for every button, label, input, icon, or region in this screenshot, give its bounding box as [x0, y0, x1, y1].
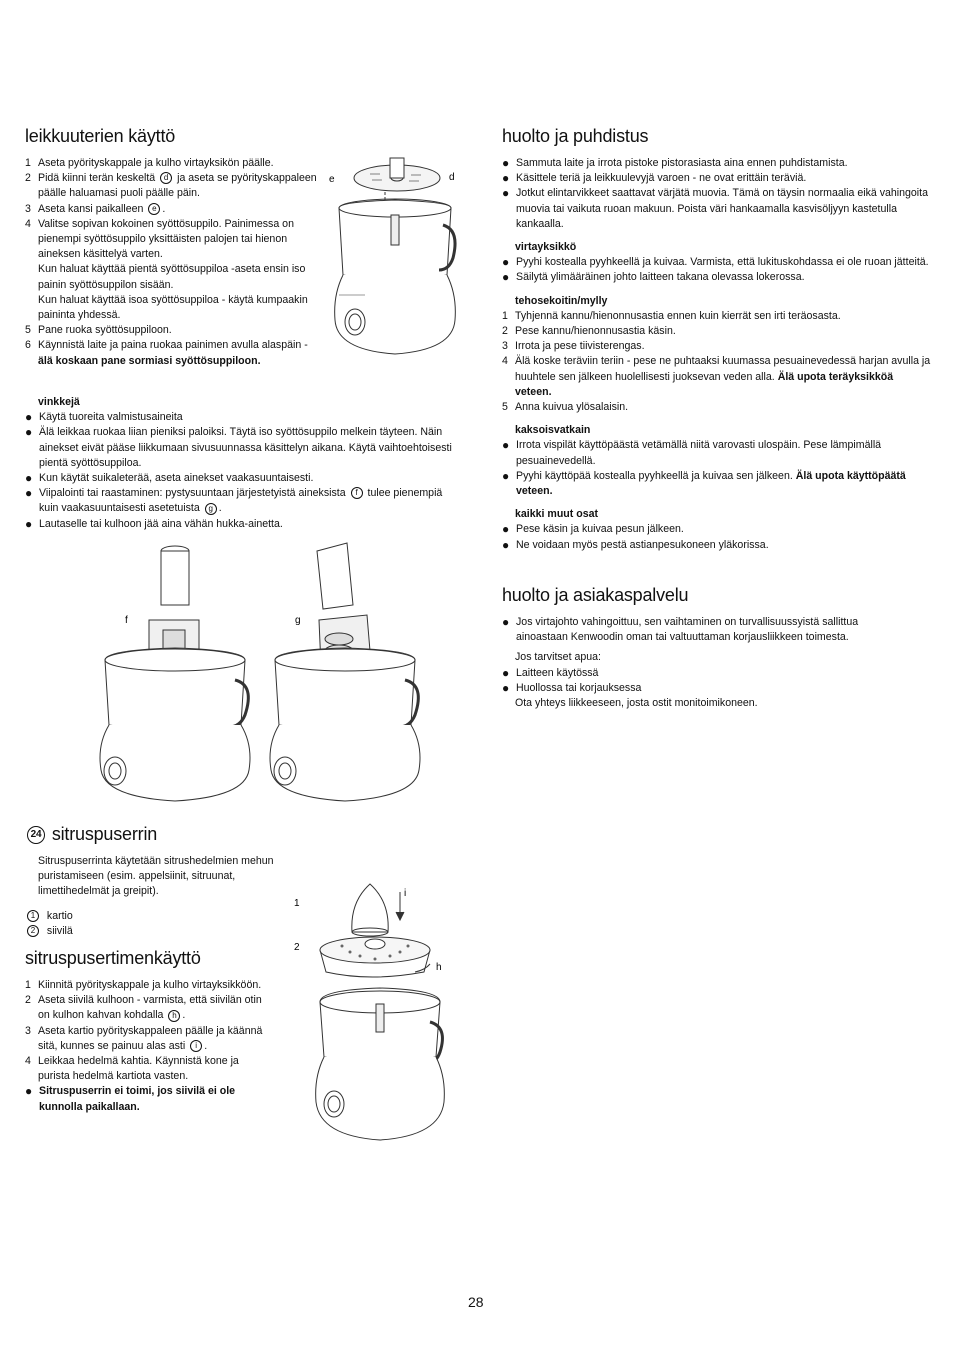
part-item: 1 kartio	[25, 909, 365, 924]
list-item: ● Pyyhi kostealla pyyhkeellä ja kuivaa. Varmista, että lukituskohdassa ei ole ruoan jätteitä.	[502, 255, 929, 270]
fig1-label-e: e	[329, 174, 335, 185]
section-huolto-puhdistus	[502, 125, 932, 553]
tip-item: ● Älä leikkaa ruokaa liian pieniksi paloiksi. Täytä iso syöttösuppilo melkein täyteen. Näin ainekset eivät pääse liikkumaan sivusuunnassa käsittelyn aikana. Käytä vaihtoehtoisesti pientä syöttösuppiloa.	[25, 425, 452, 469]
tips-title: vinkkejä	[38, 396, 80, 408]
citrus-press-illustration	[290, 882, 450, 1167]
fig2-label-g: g	[295, 615, 301, 626]
intro-text: Sitruspuserrinta käytetään sitrushedelmien mehun puristamiseen (esim. appelsiinit, sitruunat, limettihedelmät ja greipit).	[38, 855, 274, 898]
ref-i-icon: i	[190, 1040, 202, 1052]
section-title: leikkuuterien käyttö	[25, 126, 176, 146]
section-title: 24 sitruspuserrin	[25, 823, 365, 845]
fig3-label-2: 2	[294, 942, 300, 953]
fig3-label-i: i	[404, 888, 407, 899]
part-item: 2 siivilä	[25, 924, 365, 939]
step-3: 3 Irrota ja pese tiivisterengas.	[502, 340, 645, 353]
step-1: 1 Aseta pyörityskappale ja kulho virtayksikön päälle.	[25, 157, 274, 169]
fig3-label-1: 1	[294, 898, 300, 909]
food-processor-disc-illustration	[325, 150, 465, 368]
step-4: 4 Älä koske teräviin teriin - pese ne puhtaaksi kuumassa pesuainevedessä harjan avulla ja huuhtele sen jälkeen huolellisesti juoksevan veden alla. Älä upota teräyksikköä veteen.	[502, 355, 931, 398]
tip-item: ● Viipalointi tai raastaminen: pystysuuntaan järjestetyistä aineksista f tulee pienempiä kuin vaakasuuntaisesti asetetuista g .	[25, 486, 443, 515]
ref-2-icon: 2	[27, 925, 39, 937]
list-item: ● Säilytä ylimääräinen johto laitteen takana olevassa lokerossa.	[502, 270, 805, 285]
step-3: 3 Aseta kansi paikalleen e .	[25, 202, 166, 215]
fig3-label-h: h	[436, 962, 442, 973]
step-1: 1 Tyhjennä kannu/hienonnusastia ennen kuin kierrät sen irti teräosasta.	[502, 309, 841, 322]
list-item: ● Jos virtajohto vahingoittuu, sen vaihtaminen on turvallisuussyistä sallittua ainoastaan Kenwoodin oman tai valtuuttaman korjausliikkeen toimesta.	[502, 615, 859, 644]
list-item: ● Sammuta laite ja irrota pistoke pistorasiasta aina ennen puhdistamista.	[502, 156, 848, 170]
list-item: ● Ne voidaan myös pestä astianpesukoneen yläkorissa.	[502, 537, 769, 552]
section-title: sitruspusertimenkäyttö	[25, 948, 201, 968]
contact-text: Ota yhteys liikkeeseen, josta ostit monitoimikoneen.	[515, 697, 758, 710]
ref-f-icon: f	[351, 487, 363, 499]
step-3: 3 Aseta kartio pyörityskappaleen päälle ja käännä sitä, kunnes se painuu alas asti i .	[25, 1024, 263, 1052]
subsection-title: kaksoisvatkain	[515, 424, 591, 437]
step-6: 6 Käynnistä laite ja paina ruokaa painimen avulla alaspäin - älä koskaan pane sormiasi syöttösuppiloon.	[25, 339, 308, 367]
list-item: ● Käsittele teriä ja leikkuulevyjä varoen - ne ovat erittäin teräviä.	[502, 171, 807, 186]
list-item: ● Laitteen käytössä	[502, 665, 599, 680]
subsection-title: virtayksikkö	[515, 241, 577, 254]
section-sitruspusertimenkaytto	[25, 947, 265, 1115]
section-number-badge: 24	[27, 826, 45, 844]
fig2-label-f: f	[125, 615, 128, 626]
list-item: ● Jotkut elintarvikkeet saattavat värjätä muovia. Tämä on täysin normaalia eikä vahingoita muovia tai vaikuta ruoan makuun. Poista väri hankaamalla kasvisöljyyn kastetulla kankaalla.	[502, 186, 928, 230]
tip-item: ● Kun käytät suikaleterää, aseta ainekset vaakasuuntaisesti.	[25, 471, 314, 486]
list-item: ● Irrota vispilät käyttöpäästä vetämällä niitä varovasti ulospäin. Pese lämpimällä pesuainevedellä.	[502, 438, 882, 467]
step-4: 4 Valitse sopivan kokoinen syöttösuppilo. Painimessa on pienempi syöttösuppilo yksittäisten palojen tai hienon aineksen käsittelyä varten. Kun haluat käyttää pientä syöttösuppiloa -aseta ensin iso painin syöttösuppilon sisään. Kun haluat käyttää isoa syöttösuppiloa - käytä kumpaakin paininta yhdessä.	[25, 217, 308, 322]
section-leikkuuterien	[25, 125, 325, 369]
ref-h-icon: h	[168, 1010, 180, 1022]
ref-g-icon: g	[205, 503, 217, 515]
step-4: 4 Leikkaa hedelmä kahtia. Käynnistä kone ja purista hedelmä kartiota vasten.	[25, 1055, 239, 1083]
page-number: 28	[468, 1294, 484, 1310]
help-text: Jos tarvitset apua:	[515, 651, 601, 664]
list-item: ● Pese käsin ja kuivaa pesun jälkeen.	[502, 522, 684, 537]
list-item: ● Huollossa tai korjauksessa	[502, 680, 642, 695]
list-item: ● Pyyhi käyttöpää kostealla pyyhkeellä ja kuivaa sen jälkeen. Älä upota käyttöpäätä veteen.	[502, 468, 906, 498]
tips-section	[25, 395, 455, 532]
step-2: 2 Pidä kiinni terän keskeltä d ja aseta se pyörityskappaleen päälle haluamasi puoli päälle päin.	[25, 172, 317, 200]
step-5: 5 Pane ruoka syöttösuppiloon.	[25, 324, 172, 337]
ref-e-icon: e	[148, 203, 160, 215]
section-huolto-asiakaspalvelu	[502, 584, 902, 711]
subsection-title: tehosekoitin/mylly	[515, 294, 608, 307]
warning: ● Sitruspuserrin ei toimi, jos siivilä ei ole kunnolla paikallaan.	[25, 1084, 236, 1113]
ref-1-icon: 1	[27, 910, 39, 922]
tip-item: ● Lautaselle tai kulhoon jää aina vähän hukka-ainetta.	[25, 516, 283, 531]
food-processor-feed-tubes-illustration	[95, 535, 425, 815]
fig1-label-d: d	[449, 172, 455, 183]
section-title: huolto ja puhdistus	[502, 126, 649, 146]
step-2: 2 Aseta siivilä kulhoon - varmista, että siivilän otin on kulhon kahvan kohdalla h .	[25, 994, 262, 1022]
section-title: huolto ja asiakaspalvelu	[502, 585, 689, 605]
step-1: 1 Kiinnitä pyörityskappale ja kulho virtayksikköön.	[25, 979, 262, 991]
step-2: 2 Pese kannu/hienonnusastia käsin.	[502, 325, 676, 338]
ref-d-icon: d	[160, 172, 172, 184]
step-5: 5 Anna kuivua ylösalaisin.	[502, 401, 629, 414]
tip-item: ● Käytä tuoreita valmistusaineita	[25, 410, 183, 425]
subsection-title: kaikki muut osat	[515, 508, 599, 521]
